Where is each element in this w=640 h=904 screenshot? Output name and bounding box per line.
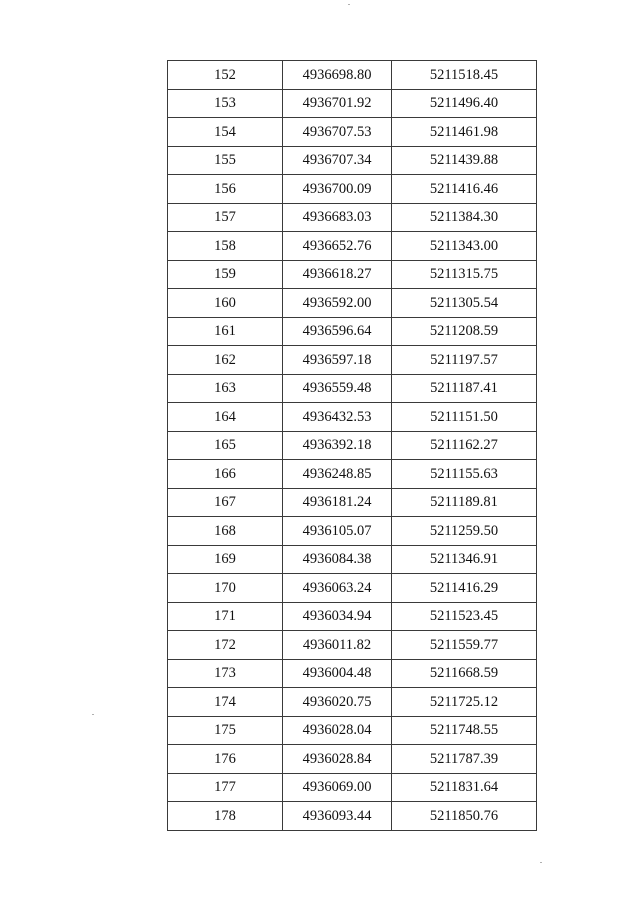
table-row: [168, 716, 537, 745]
x-coordinate-cell: 4936181.24: [283, 488, 392, 517]
coordinate-table: [167, 60, 537, 831]
x-coordinate-cell: 4936093.44: [283, 802, 392, 831]
point-number-cell: 152: [168, 61, 283, 90]
table-row: [168, 773, 537, 802]
table-row: [168, 260, 537, 289]
x-coordinate-cell: 4936592.00: [283, 289, 392, 318]
table-row: [168, 346, 537, 375]
x-coordinate-cell: 4936069.00: [283, 773, 392, 802]
point-number-cell: 175: [168, 716, 283, 745]
point-number-cell: 177: [168, 773, 283, 802]
x-coordinate-cell: 4936597.18: [283, 346, 392, 375]
table-row: [168, 488, 537, 517]
point-number-cell: 160: [168, 289, 283, 318]
x-coordinate-cell: 4936011.82: [283, 631, 392, 660]
y-coordinate-cell: 5211197.57: [392, 346, 537, 375]
point-number-cell: 178: [168, 802, 283, 831]
y-coordinate-cell: 5211155.63: [392, 460, 537, 489]
table-row: [168, 517, 537, 546]
scan-speck: [540, 862, 542, 863]
y-coordinate-cell: 5211439.88: [392, 146, 537, 175]
x-coordinate-cell: 4936683.03: [283, 203, 392, 232]
y-coordinate-cell: 5211346.91: [392, 545, 537, 574]
table-row: [168, 745, 537, 774]
x-coordinate-cell: 4936063.24: [283, 574, 392, 603]
y-coordinate-cell: 5211850.76: [392, 802, 537, 831]
point-number-cell: 172: [168, 631, 283, 660]
x-coordinate-cell: 4936020.75: [283, 688, 392, 717]
table-row: [168, 317, 537, 346]
y-coordinate-cell: 5211305.54: [392, 289, 537, 318]
y-coordinate-cell: 5211208.59: [392, 317, 537, 346]
scan-speck: [348, 4, 350, 5]
y-coordinate-cell: 5211787.39: [392, 745, 537, 774]
point-number-cell: 159: [168, 260, 283, 289]
scan-speck: [92, 714, 94, 715]
x-coordinate-cell: 4936084.38: [283, 545, 392, 574]
y-coordinate-cell: 5211496.40: [392, 89, 537, 118]
point-number-cell: 156: [168, 175, 283, 204]
table-row: [168, 574, 537, 603]
table-row: [168, 146, 537, 175]
x-coordinate-cell: 4936707.53: [283, 118, 392, 147]
point-number-cell: 167: [168, 488, 283, 517]
table-row: [168, 802, 537, 831]
x-coordinate-cell: 4936432.53: [283, 403, 392, 432]
x-coordinate-cell: 4936004.48: [283, 659, 392, 688]
y-coordinate-cell: 5211725.12: [392, 688, 537, 717]
point-number-cell: 166: [168, 460, 283, 489]
point-number-cell: 169: [168, 545, 283, 574]
x-coordinate-cell: 4936034.94: [283, 602, 392, 631]
x-coordinate-cell: 4936559.48: [283, 374, 392, 403]
table-row: [168, 545, 537, 574]
table-row: [168, 431, 537, 460]
point-number-cell: 155: [168, 146, 283, 175]
y-coordinate-cell: 5211187.41: [392, 374, 537, 403]
table-row: [168, 659, 537, 688]
x-coordinate-cell: 4936618.27: [283, 260, 392, 289]
x-coordinate-cell: 4936392.18: [283, 431, 392, 460]
x-coordinate-cell: 4936700.09: [283, 175, 392, 204]
y-coordinate-cell: 5211416.29: [392, 574, 537, 603]
point-number-cell: 158: [168, 232, 283, 261]
x-coordinate-cell: 4936105.07: [283, 517, 392, 546]
table-row: [168, 631, 537, 660]
y-coordinate-cell: 5211461.98: [392, 118, 537, 147]
y-coordinate-cell: 5211162.27: [392, 431, 537, 460]
point-number-cell: 163: [168, 374, 283, 403]
x-coordinate-cell: 4936248.85: [283, 460, 392, 489]
x-coordinate-cell: 4936028.84: [283, 745, 392, 774]
point-number-cell: 157: [168, 203, 283, 232]
table-row: [168, 61, 537, 90]
y-coordinate-cell: 5211259.50: [392, 517, 537, 546]
y-coordinate-cell: 5211518.45: [392, 61, 537, 90]
coordinate-table-body: [168, 61, 537, 831]
point-number-cell: 174: [168, 688, 283, 717]
x-coordinate-cell: 4936707.34: [283, 146, 392, 175]
x-coordinate-cell: 4936701.92: [283, 89, 392, 118]
y-coordinate-cell: 5211416.46: [392, 175, 537, 204]
table-row: [168, 203, 537, 232]
point-number-cell: 153: [168, 89, 283, 118]
point-number-cell: 176: [168, 745, 283, 774]
table-row: [168, 232, 537, 261]
y-coordinate-cell: 5211384.30: [392, 203, 537, 232]
point-number-cell: 154: [168, 118, 283, 147]
y-coordinate-cell: 5211189.81: [392, 488, 537, 517]
y-coordinate-cell: 5211343.00: [392, 232, 537, 261]
table-row: [168, 175, 537, 204]
table-row: [168, 289, 537, 318]
point-number-cell: 162: [168, 346, 283, 375]
x-coordinate-cell: 4936698.80: [283, 61, 392, 90]
table-row: [168, 460, 537, 489]
point-number-cell: 164: [168, 403, 283, 432]
point-number-cell: 170: [168, 574, 283, 603]
table-row: [168, 602, 537, 631]
y-coordinate-cell: 5211668.59: [392, 659, 537, 688]
table-row: [168, 89, 537, 118]
table-row: [168, 403, 537, 432]
point-number-cell: 171: [168, 602, 283, 631]
y-coordinate-cell: 5211315.75: [392, 260, 537, 289]
point-number-cell: 165: [168, 431, 283, 460]
point-number-cell: 161: [168, 317, 283, 346]
y-coordinate-cell: 5211831.64: [392, 773, 537, 802]
y-coordinate-cell: 5211559.77: [392, 631, 537, 660]
x-coordinate-cell: 4936028.04: [283, 716, 392, 745]
point-number-cell: 173: [168, 659, 283, 688]
table-row: [168, 374, 537, 403]
y-coordinate-cell: 5211151.50: [392, 403, 537, 432]
table-row: [168, 118, 537, 147]
point-number-cell: 168: [168, 517, 283, 546]
y-coordinate-cell: 5211523.45: [392, 602, 537, 631]
y-coordinate-cell: 5211748.55: [392, 716, 537, 745]
table-row: [168, 688, 537, 717]
x-coordinate-cell: 4936596.64: [283, 317, 392, 346]
x-coordinate-cell: 4936652.76: [283, 232, 392, 261]
